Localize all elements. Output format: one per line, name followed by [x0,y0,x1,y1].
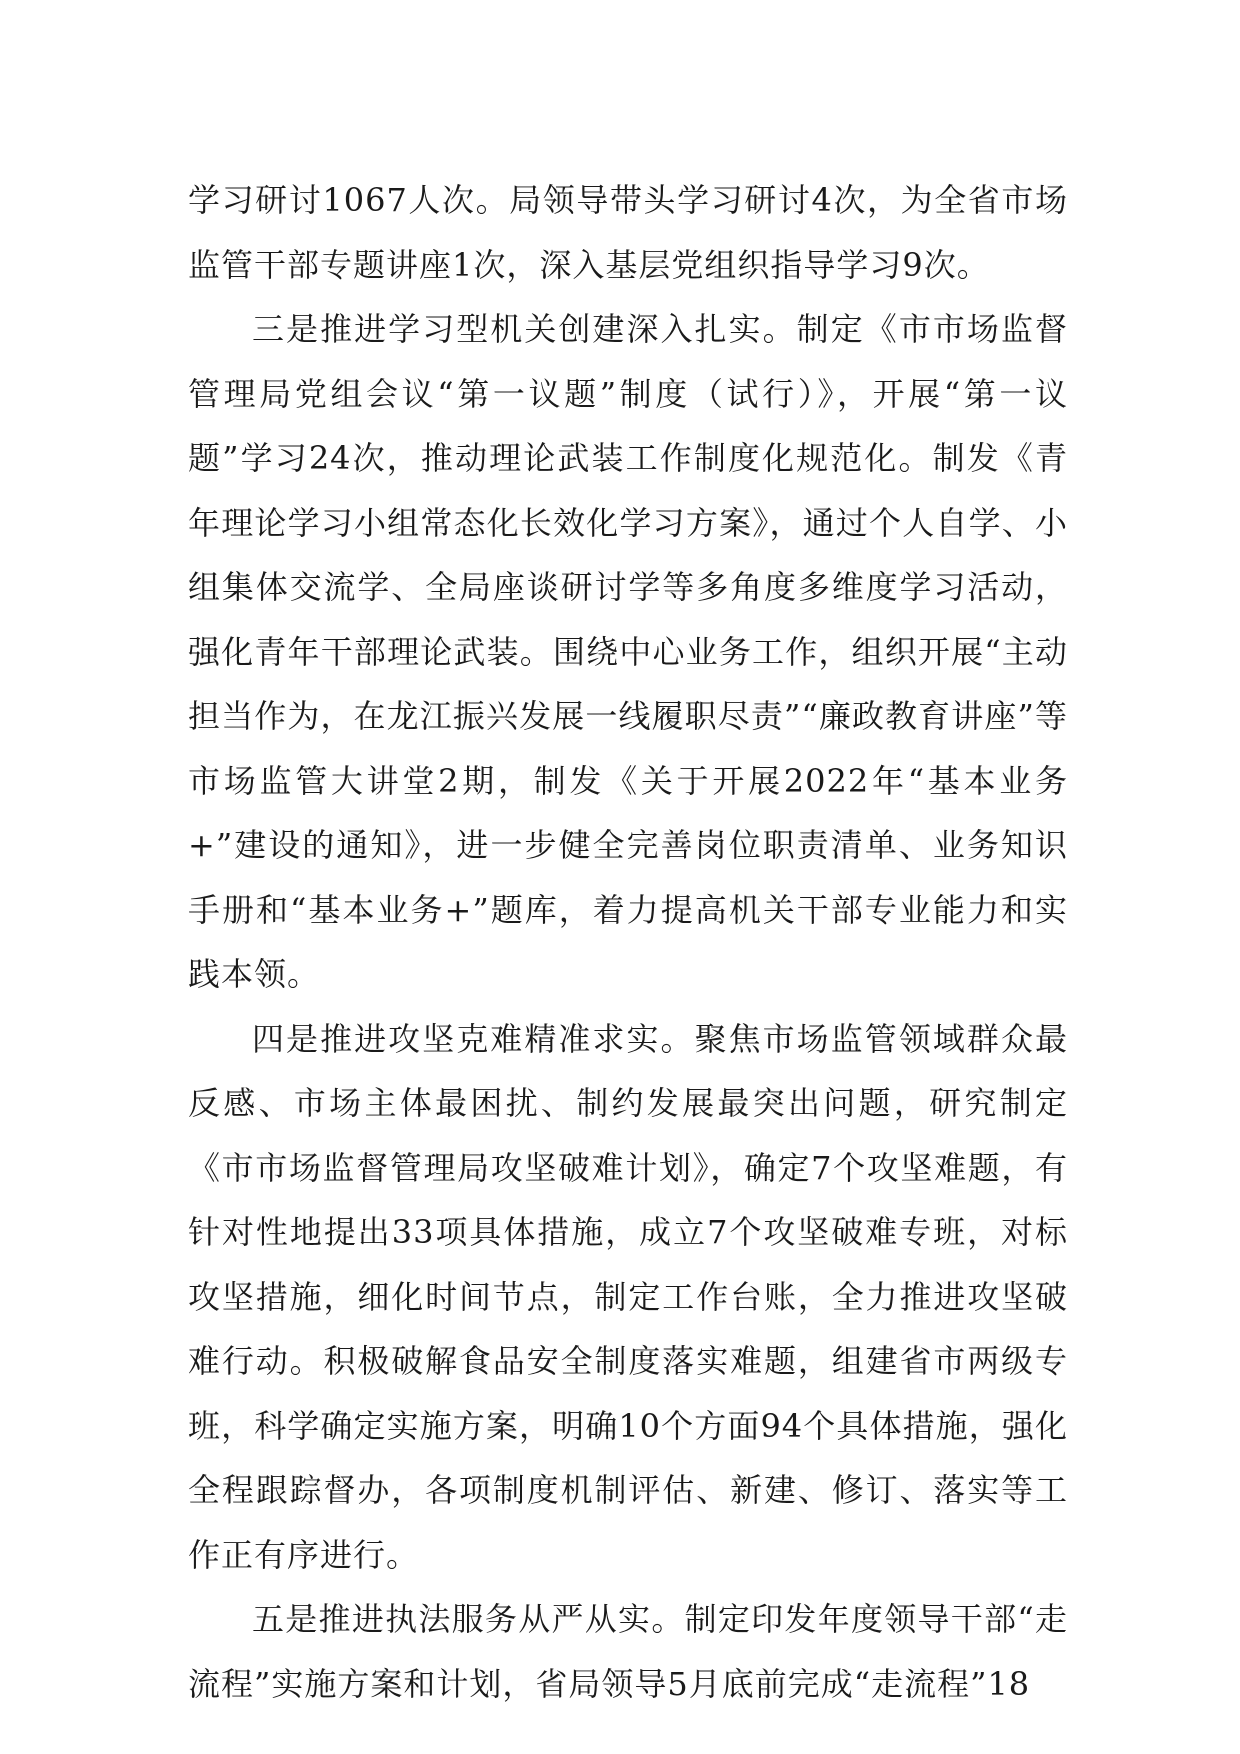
document-page [188,168,1068,1716]
paragraph-learning-organization: 三是推进学习型机关创建深入扎实。制定《市市场监督管理局党组会议“第一议题”制度（试行）》，开展“第一议题”学习24次，推动理论武装工作制度化规范化。制发《青年理论学习小组常态化长效化学习方案》，通过个人自学、小组集体交流学、全局座谈研讨学等多角度多维度学习活动，强化青年干部理论武装。围绕中心业务工作，组织开展“主动担当作为，在龙江振兴发展一线履职尽责”“廉政教育讲座”等市场监管大讲堂2期，制发《关于开展2022年“基本业务+”建设的通知》，进一步健全完善岗位职责清单、业务知识手册和“基本业务+”题库，着力提高机关干部专业能力和实践本领。 [188,310,1068,993]
paragraph-study-count: 学习研讨1067人次。局领导带头学习研讨4次，为全省市场监管干部专题讲座1次，深入基层党组织指导学习9次。 [188,181,1068,284]
paragraph-law-enforcement: 五是推进执法服务从严从实。制定印发年度领导干部“走流程”实施方案和计划，省局领导5月底前完成“走流程”18 [188,1600,1068,1703]
paragraph-tackling-difficulties: 四是推进攻坚克难精准求实。聚焦市场监管领域群众最反感、市场主体最困扰、制约发展最突出问题，研究制定《市市场监督管理局攻坚破难计划》，确定7个攻坚难题，有针对性地提出33项具体措施，成立7个攻坚破难专班，对标攻坚措施，细化时间节点，制定工作台账，全力推进攻坚破难行动。积极破解食品安全制度落实难题，组建省市两级专班，科学确定实施方案，明确10个方面94个具体措施，强化全程跟踪督办，各项制度机制评估、新建、修订、落实等工作正有序进行。 [188,1019,1068,1574]
